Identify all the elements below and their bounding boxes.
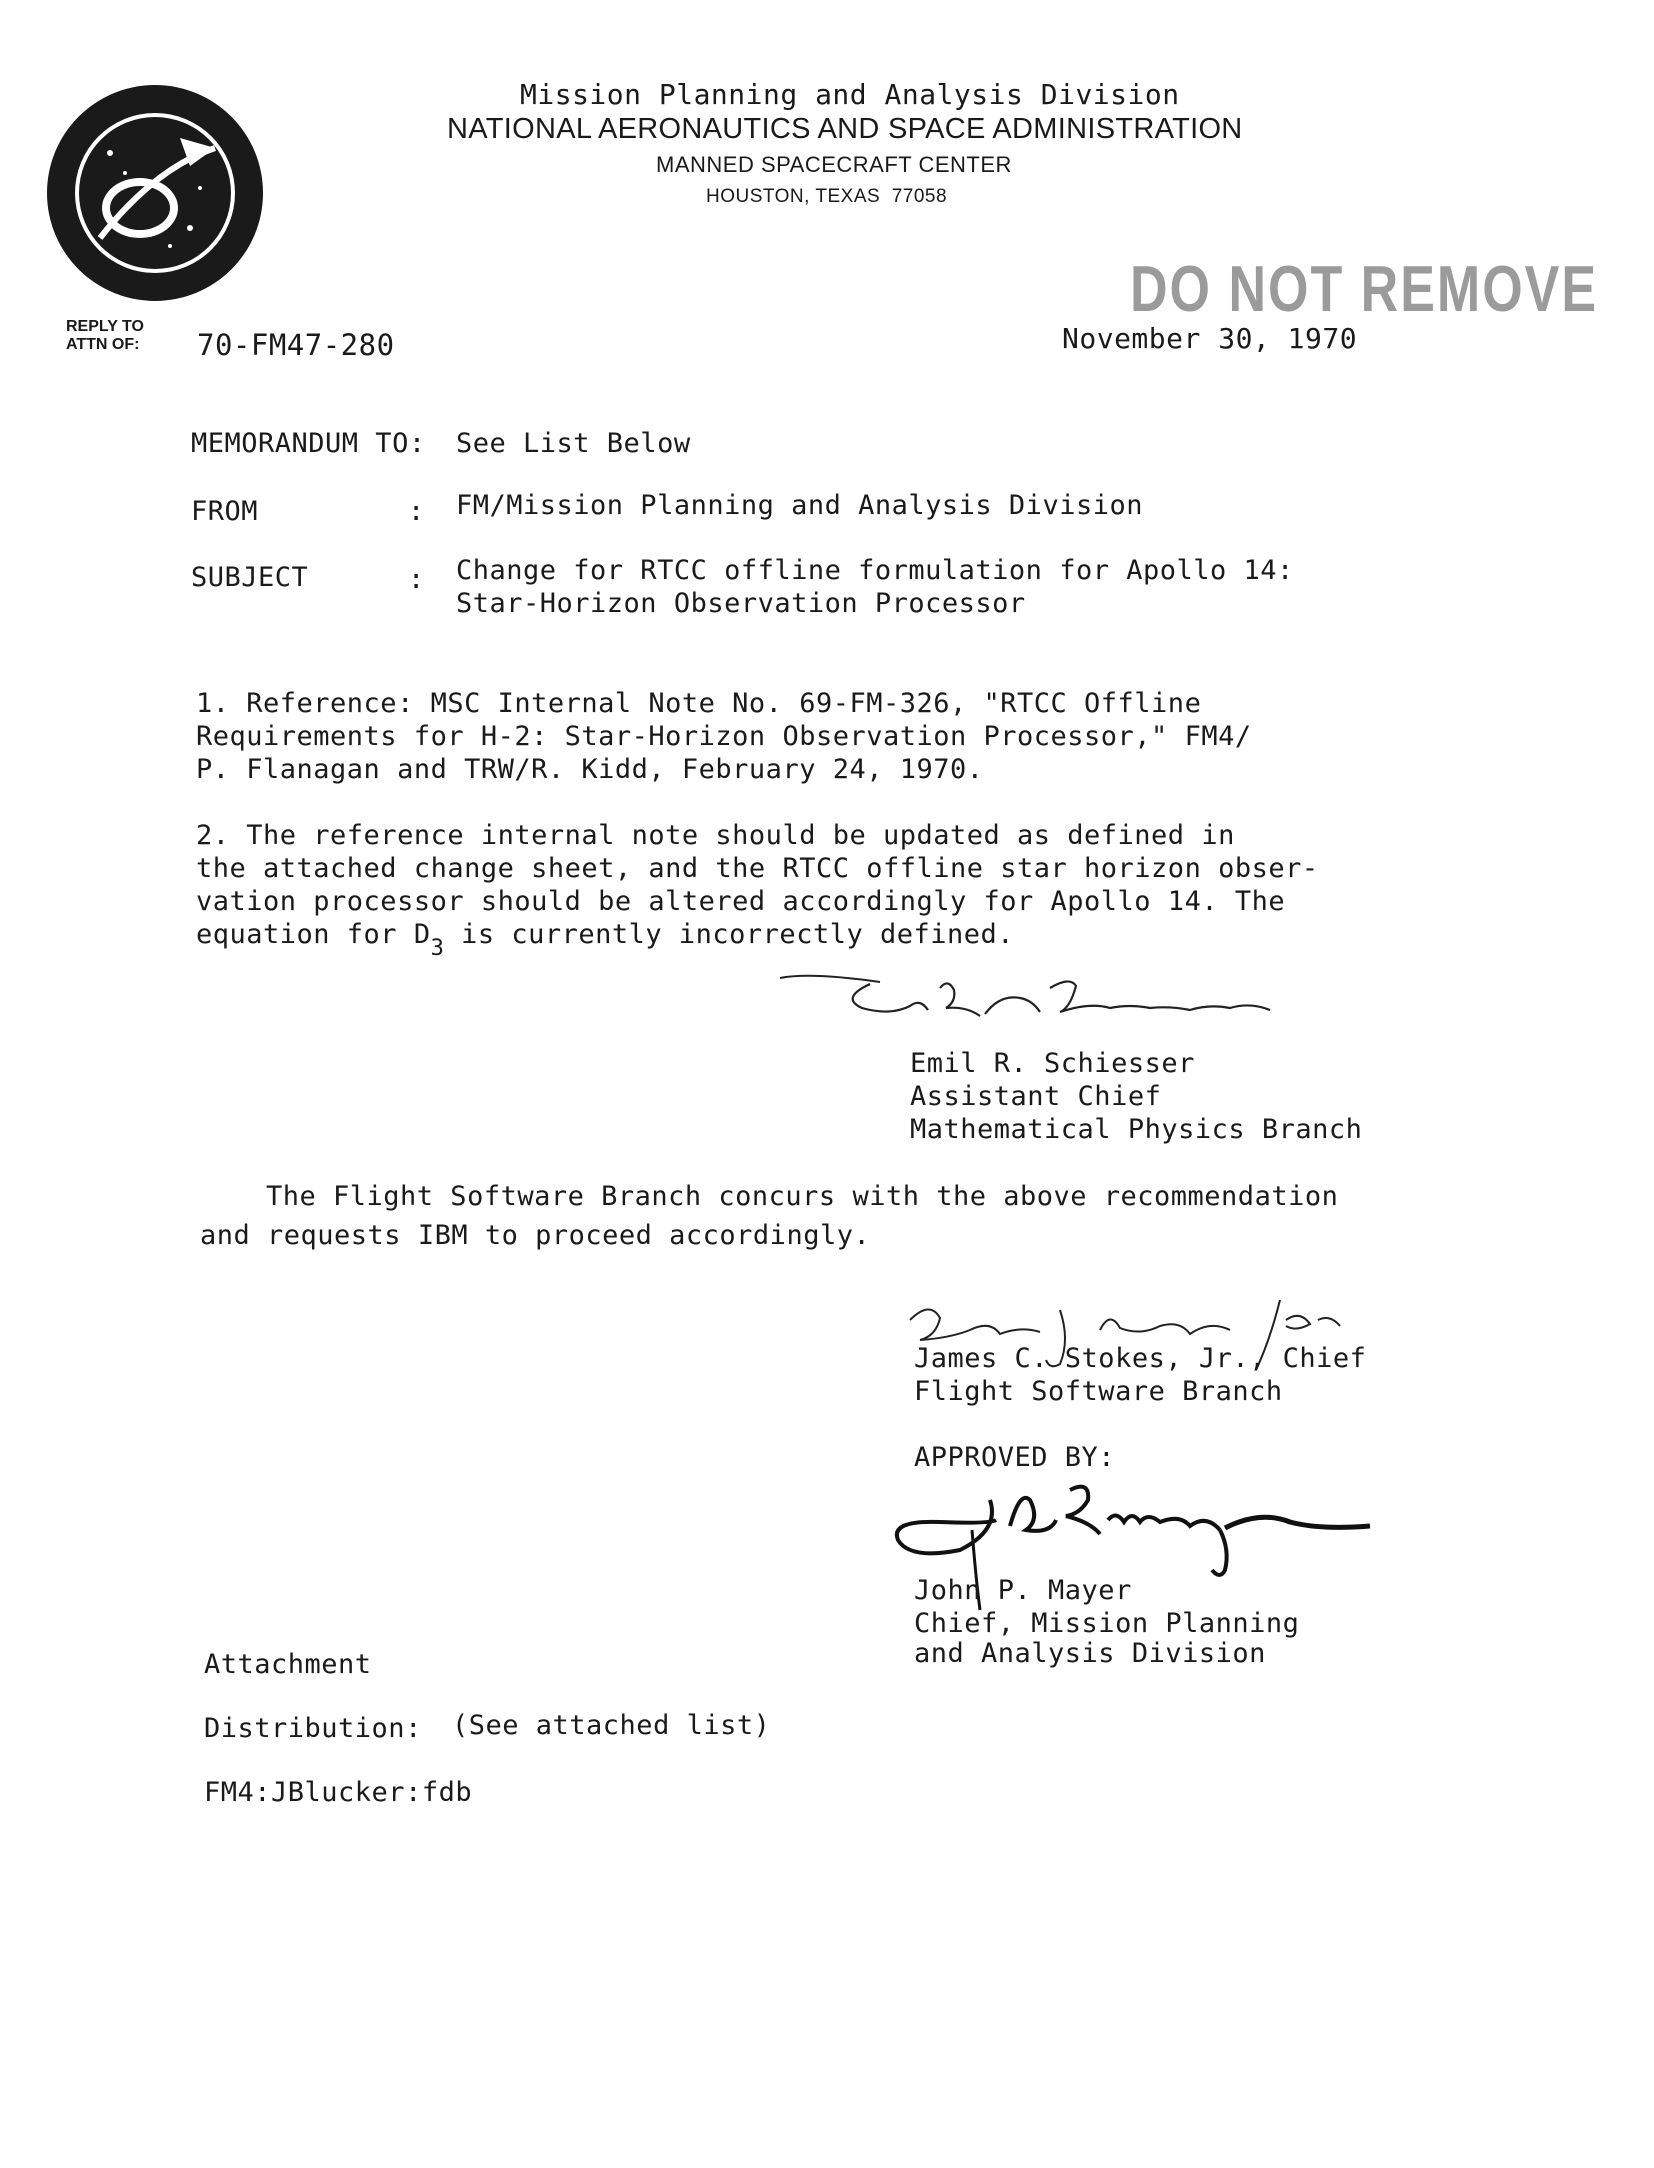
paragraph-1-line-2: Requirements for H-2: Star-Horizon Observation Processor," FM4/: [196, 721, 1252, 752]
distribution-value: (See attached list): [452, 1710, 771, 1741]
zip: 77058: [891, 186, 948, 207]
nasa-seal-icon: [40, 78, 270, 308]
signer-2-title: Flight Software Branch: [914, 1376, 1283, 1407]
reply-label-line-2: ATTN OF:: [66, 336, 140, 353]
do-not-remove-stamp: DO NOT REMOVE: [1130, 253, 1599, 326]
division-heading: Mission Planning and Analysis Division: [520, 78, 1180, 111]
signer-3-title-1: Chief, Mission Planning: [914, 1608, 1300, 1639]
paragraph-2-line-2: the attached change sheet, and the RTCC offline star horizon obser-: [196, 853, 1319, 884]
paragraph-2-line-1: 2. The reference internal note should be updated as defined in: [196, 820, 1235, 851]
reply-to-label: [66, 318, 144, 354]
signer-3-title-2: and Analysis Division: [914, 1638, 1266, 1669]
from-colon: :: [408, 496, 425, 527]
reply-label-line-1: REPLY TO: [66, 318, 144, 335]
signer-2-name: James C. Stokes, Jr., Chief: [914, 1343, 1367, 1374]
subject-colon: :: [408, 564, 425, 595]
signer-1-title-2: Mathematical Physics Branch: [910, 1114, 1363, 1145]
memo-date: November 30, 1970: [1062, 322, 1358, 355]
distribution-label: Distribution:: [204, 1713, 422, 1744]
nasa-seal: [40, 78, 270, 308]
d3-subscript: 3: [430, 936, 445, 962]
typist-initials: FM4:JBlucker:fdb: [204, 1777, 473, 1808]
to-value: See List Below: [456, 428, 691, 459]
signer-1-name: Emil R. Schiesser: [910, 1048, 1195, 1079]
paragraph-2-line-4: [196, 919, 1015, 962]
equation-prefix: equation for D: [196, 919, 431, 950]
concur-line-2: and requests IBM to proceed accordingly.: [200, 1220, 871, 1251]
from-value: FM/Mission Planning and Analysis Division: [456, 490, 1143, 521]
paragraph-1-line-1: 1. Reference: MSC Internal Note No. 69-FM-326, "RTCC Offline: [196, 688, 1202, 719]
to-label: MEMORANDUM TO:: [191, 428, 426, 459]
approved-by-label: APPROVED BY:: [914, 1442, 1116, 1473]
paragraph-1-line-3: P. Flanagan and TRW/R. Kidd, February 24, 1970.: [196, 754, 984, 785]
equation-suffix: is currently incorrectly defined.: [444, 919, 1015, 950]
subject-line-2: Star-Horizon Observation Processor: [456, 588, 1026, 619]
reference-code: 70-FM47-280: [197, 328, 395, 362]
subject-line-1: Change for RTCC offline formulation for Apollo 14:: [456, 555, 1294, 586]
signer-1-title-1: Assistant Chief: [910, 1081, 1162, 1112]
city-heading: [706, 186, 947, 208]
signer-3-name: John P. Mayer: [914, 1575, 1132, 1606]
from-label: FROM: [191, 496, 259, 527]
concur-line-1: The Flight Software Branch concurs with the above recommendation: [266, 1181, 1339, 1212]
paragraph-2-line-3: vation processor should be altered accordingly for Apollo 14. The: [196, 886, 1286, 917]
center-heading: MANNED SPACECRAFT CENTER: [656, 152, 1012, 177]
agency-heading: NATIONAL AERONAUTICS AND SPACE ADMINISTRATION: [447, 113, 1243, 145]
city: HOUSTON, TEXAS: [706, 186, 881, 207]
schiesser-signature: [770, 968, 1330, 1048]
subject-label: SUBJECT: [191, 562, 309, 593]
attachment-label: Attachment: [204, 1649, 372, 1680]
